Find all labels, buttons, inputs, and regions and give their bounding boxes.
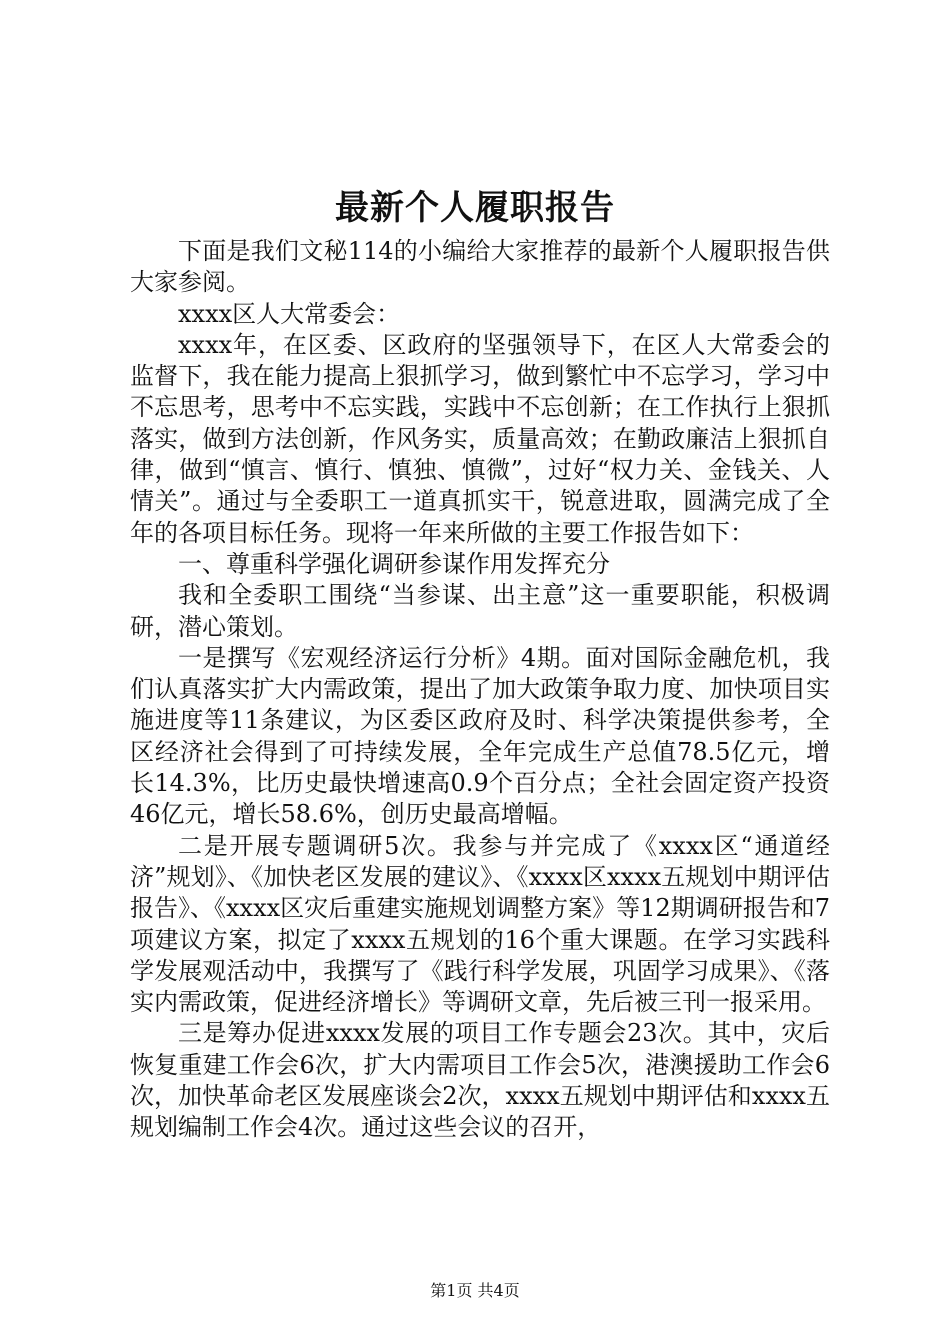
salutation: xxxx区人大常委会： (178, 299, 401, 328)
body-paragraph: 一是撰写《宏观经济运行分析》4期。面对国际金融危机，我们认真落实扩大内需政策，提出了加大政策争取力度、加快项目实施进度等11条建议，为区委区政府及时、科学决策提供参考，全区经济社会得到了可持续发展，全年完成生产总值78.5亿元，增长14.3%，比历史最快增速高0.9个百分点；全社会固定资产投资46亿元，增长58.6%，创历史最高增幅。 (130, 643, 830, 829)
body-paragraph: 三是筹办促进xxxx发展的项目工作专题会23次。其中，灾后恢复重建工作会6次，扩大内需项目工作会5次，港澳援助工作会6次，加快革命老区发展座谈会2次，xxxx五规划中期评估和xxxx五规划编制工作会4次。通过这些会议的召开， (130, 1019, 830, 1142)
section-heading: 一、尊重科学强化调研参谋作用发挥充分 (178, 549, 610, 578)
document-title: 最新个人履职报告 (335, 188, 615, 228)
body-paragraph: 我和全委职工围绕“当参谋、出主意”这一重要职能，积极调研，潜心策划。 (130, 581, 830, 641)
body-paragraph: 二是开展专题调研5次。我参与并完成了《xxxx区“通道经济”规划》、《加快老区发展的建议》、《xxxx区xxxx五规划中期评估报告》、《xxxx区灾后重建实施规划调整方案》等12期调研报告和7项建议方案，拟定了xxxx五规划的16个重大课题。在学习实践科学发展观活动中，我撰写了《践行科学发展，巩固学习成果》、《落实内需政策，促进经济增长》等调研文章，先后被三刊一报采用。 (130, 831, 830, 1017)
body-paragraph: xxxx年，在区委、区政府的坚强领导下，在区人大常委会的监督下，我在能力提高上狠抓学习，做到繁忙中不忘学习，学习中不忘思考，思考中不忘实践，实践中不忘创新；在工作执行上狠抓落实，做到方法创新，作风务实，质量高效；在勤政廉洁上狠抓自律，做到“慎言、慎行、慎独、慎微”，过好“权力关、金钱关、人情关”。通过与全委职工一道真抓实干，锐意进取，圆满完成了全年的各项目标任务。现将一年来所做的主要工作报告如下： (130, 330, 830, 547)
document-body (130, 236, 830, 1144)
page-footer: 第1页 共4页 (430, 1281, 520, 1300)
intro-paragraph: 下面是我们文秘114的小编给大家推荐的最新个人履职报告供大家参阅。 (130, 237, 830, 297)
